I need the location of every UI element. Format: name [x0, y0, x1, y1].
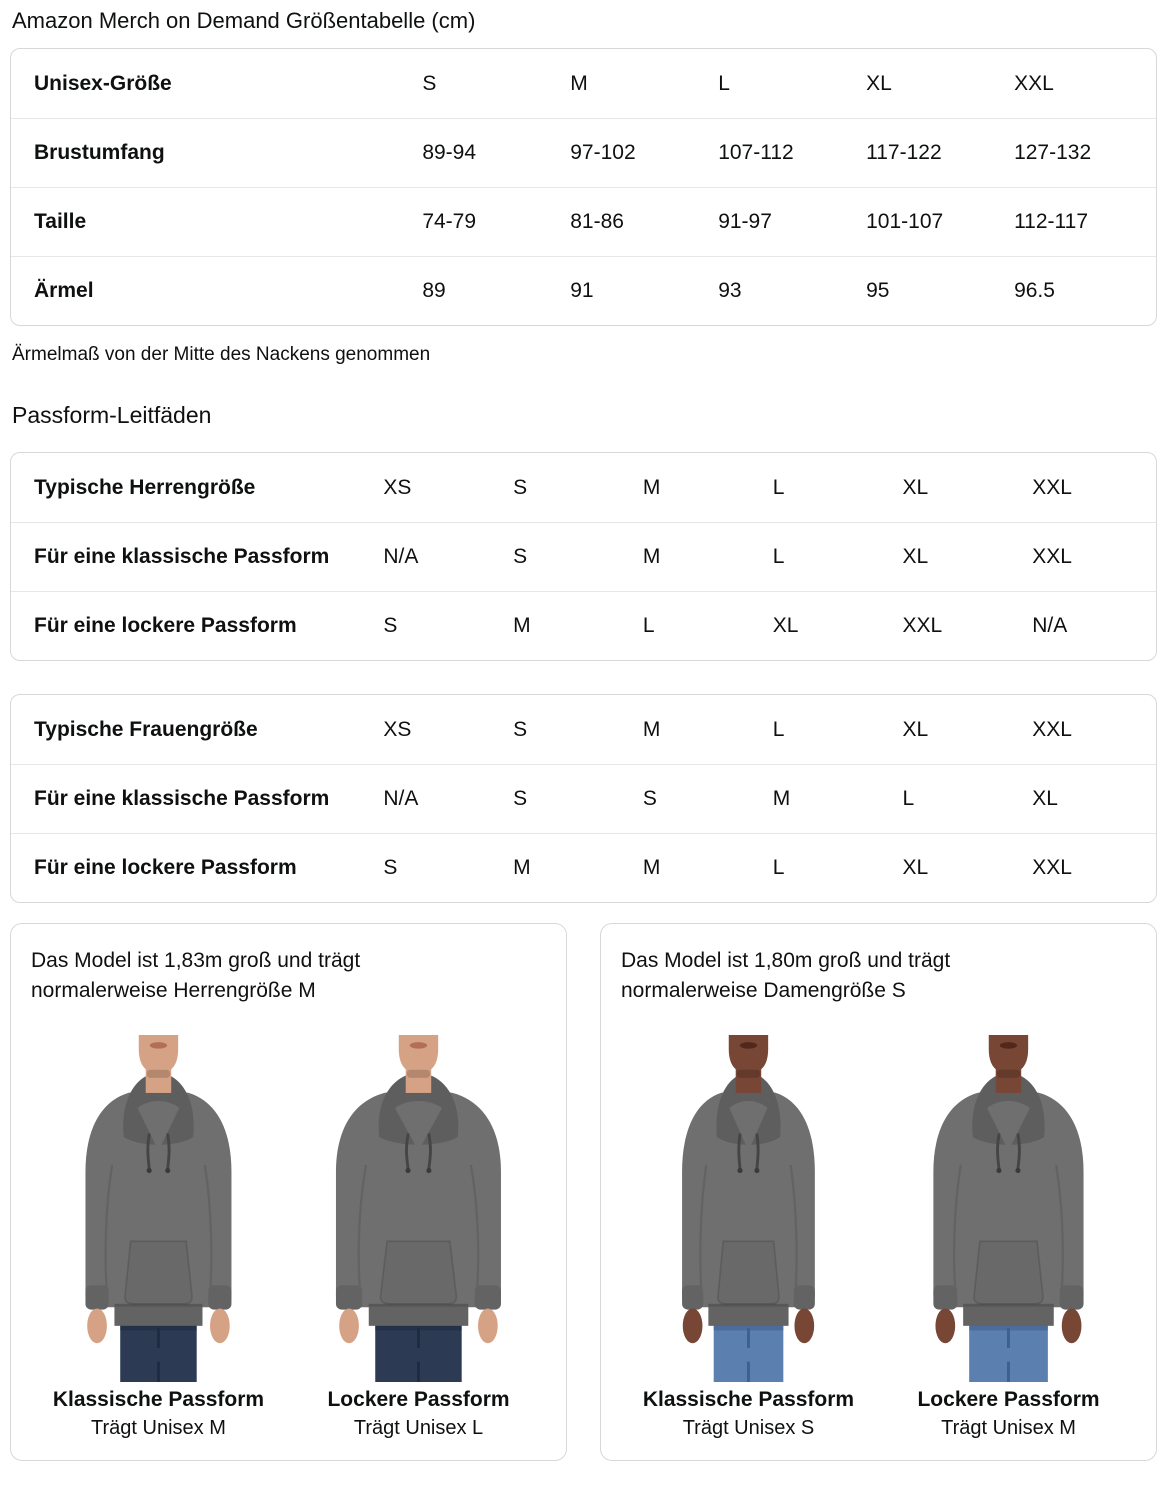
size-cell: 89-94: [422, 141, 477, 164]
table-row: [11, 118, 1156, 187]
mens-fit-table: [10, 452, 1157, 661]
size-cell: L: [772, 856, 785, 879]
fit-label: Lockere Passform: [327, 1388, 510, 1412]
size-cell: M: [642, 545, 661, 568]
size-cell: XXL: [1032, 475, 1072, 499]
size-cell: S: [383, 856, 398, 879]
model-figure: [291, 1035, 546, 1441]
size-cell: L: [772, 717, 785, 741]
model-figure: [31, 1035, 286, 1441]
table-row: [11, 187, 1156, 256]
size-cell: 97-102: [570, 141, 636, 164]
size-cell: M: [642, 717, 661, 741]
size-cell: M: [570, 71, 588, 95]
size-cell: XXL: [902, 614, 943, 637]
size-cell: 112-117: [1014, 210, 1089, 233]
size-cell: XL: [902, 856, 929, 879]
sleeve-measure-note: Ärmelmaß von der Mitte des Nackens genommen: [12, 344, 431, 365]
size-cell: S: [513, 545, 528, 568]
size-cell: M: [513, 856, 531, 879]
size-cell: 74-79: [422, 210, 477, 233]
row-label: Typische Frauengröße: [34, 717, 258, 741]
size-cell: S: [513, 475, 528, 499]
size-cell: XXL: [1032, 856, 1072, 879]
size-cell: XXL: [1032, 545, 1072, 568]
model-card-caption: Das Model ist 1,83m groß und trägt normalerweise Herrengröße M: [31, 949, 361, 1003]
row-label: Für eine lockere Passform: [34, 614, 297, 637]
size-cell: XL: [866, 71, 892, 95]
size-cell: XL: [902, 717, 929, 741]
size-cell: L: [772, 475, 785, 499]
model-photo: [291, 1035, 546, 1383]
fit-guides-heading: Passform-Leitfäden: [12, 402, 212, 428]
model-card-men: [10, 923, 567, 1461]
table-row: [11, 522, 1156, 591]
size-cell: S: [422, 71, 437, 95]
size-cell: L: [772, 545, 785, 568]
size-cell: L: [642, 614, 655, 637]
size-cell: XS: [383, 717, 412, 741]
size-cell: 93: [718, 279, 742, 302]
size-worn-label: Trägt Unisex S: [682, 1417, 815, 1440]
size-cell: N/A: [383, 787, 419, 810]
size-cell: 96.5: [1014, 279, 1055, 302]
size-cell: S: [642, 787, 657, 810]
model-photo: [31, 1035, 286, 1383]
size-cell: XL: [772, 614, 799, 637]
size-cell: 95: [866, 279, 890, 302]
figures-row: [621, 1035, 1136, 1441]
model-cards: [10, 923, 1157, 1461]
page-title: Amazon Merch on Demand Größentabelle (cm): [12, 8, 476, 33]
table-row: [11, 695, 1156, 764]
size-worn-label: Trägt Unisex M: [941, 1417, 1076, 1440]
table-row: [11, 764, 1156, 833]
size-cell: 101-107: [866, 210, 944, 233]
row-label: Brustumfang: [34, 141, 165, 164]
size-cell: N/A: [383, 545, 419, 568]
size-cell: S: [383, 614, 398, 637]
row-label: Für eine klassische Passform: [34, 787, 330, 810]
size-cell: L: [718, 71, 730, 95]
size-cell: XS: [383, 475, 412, 499]
size-cell: M: [513, 614, 531, 637]
size-cell: 91: [570, 279, 594, 302]
table-row: [11, 49, 1156, 118]
row-label: Unisex-Größe: [34, 71, 172, 95]
row-label: Taille: [34, 210, 87, 233]
fit-label: Lockere Passform: [917, 1388, 1100, 1412]
figures-row: [31, 1035, 546, 1441]
row-label: Für eine lockere Passform: [34, 856, 297, 879]
model-figure: [881, 1035, 1136, 1441]
fit-label: Klassische Passform: [642, 1388, 855, 1412]
size-cell: XL: [902, 545, 929, 568]
row-label: Typische Herrengröße: [34, 475, 256, 499]
table-row: [11, 591, 1156, 660]
model-photo: [881, 1035, 1136, 1383]
size-cell: S: [513, 717, 528, 741]
size-cell: M: [772, 787, 791, 810]
size-cell: S: [513, 787, 528, 810]
fit-label: Klassische Passform: [52, 1388, 265, 1412]
table-row: [11, 833, 1156, 902]
size-cell: XXL: [1032, 717, 1072, 741]
size-cell: 107-112: [718, 141, 794, 164]
size-cell: XL: [1032, 787, 1058, 810]
size-cell: 89: [422, 279, 446, 302]
size-worn-label: Trägt Unisex L: [353, 1417, 484, 1440]
size-cell: L: [902, 787, 915, 810]
size-worn-label: Trägt Unisex M: [91, 1417, 226, 1440]
size-cell: 91-97: [718, 210, 772, 233]
size-cell: 117-122: [866, 141, 942, 164]
model-card-women: [600, 923, 1157, 1461]
row-label: Ärmel: [34, 279, 94, 302]
unisex-size-table: [10, 48, 1157, 326]
size-cell: N/A: [1032, 614, 1068, 637]
model-figure: [621, 1035, 876, 1441]
size-cell: M: [642, 856, 661, 879]
table-row: [11, 453, 1156, 522]
table-row: [11, 256, 1156, 325]
size-cell: 127-132: [1014, 141, 1092, 164]
size-cell: XXL: [1014, 71, 1054, 95]
womens-fit-table: [10, 694, 1157, 903]
model-photo: [621, 1035, 876, 1383]
row-label: Für eine klassische Passform: [34, 545, 330, 568]
size-cell: 81-86: [570, 210, 624, 233]
size-cell: XL: [902, 475, 929, 499]
model-card-caption: Das Model ist 1,80m groß und trägt normalerweise Damengröße S: [621, 949, 951, 1003]
size-cell: M: [642, 475, 661, 499]
